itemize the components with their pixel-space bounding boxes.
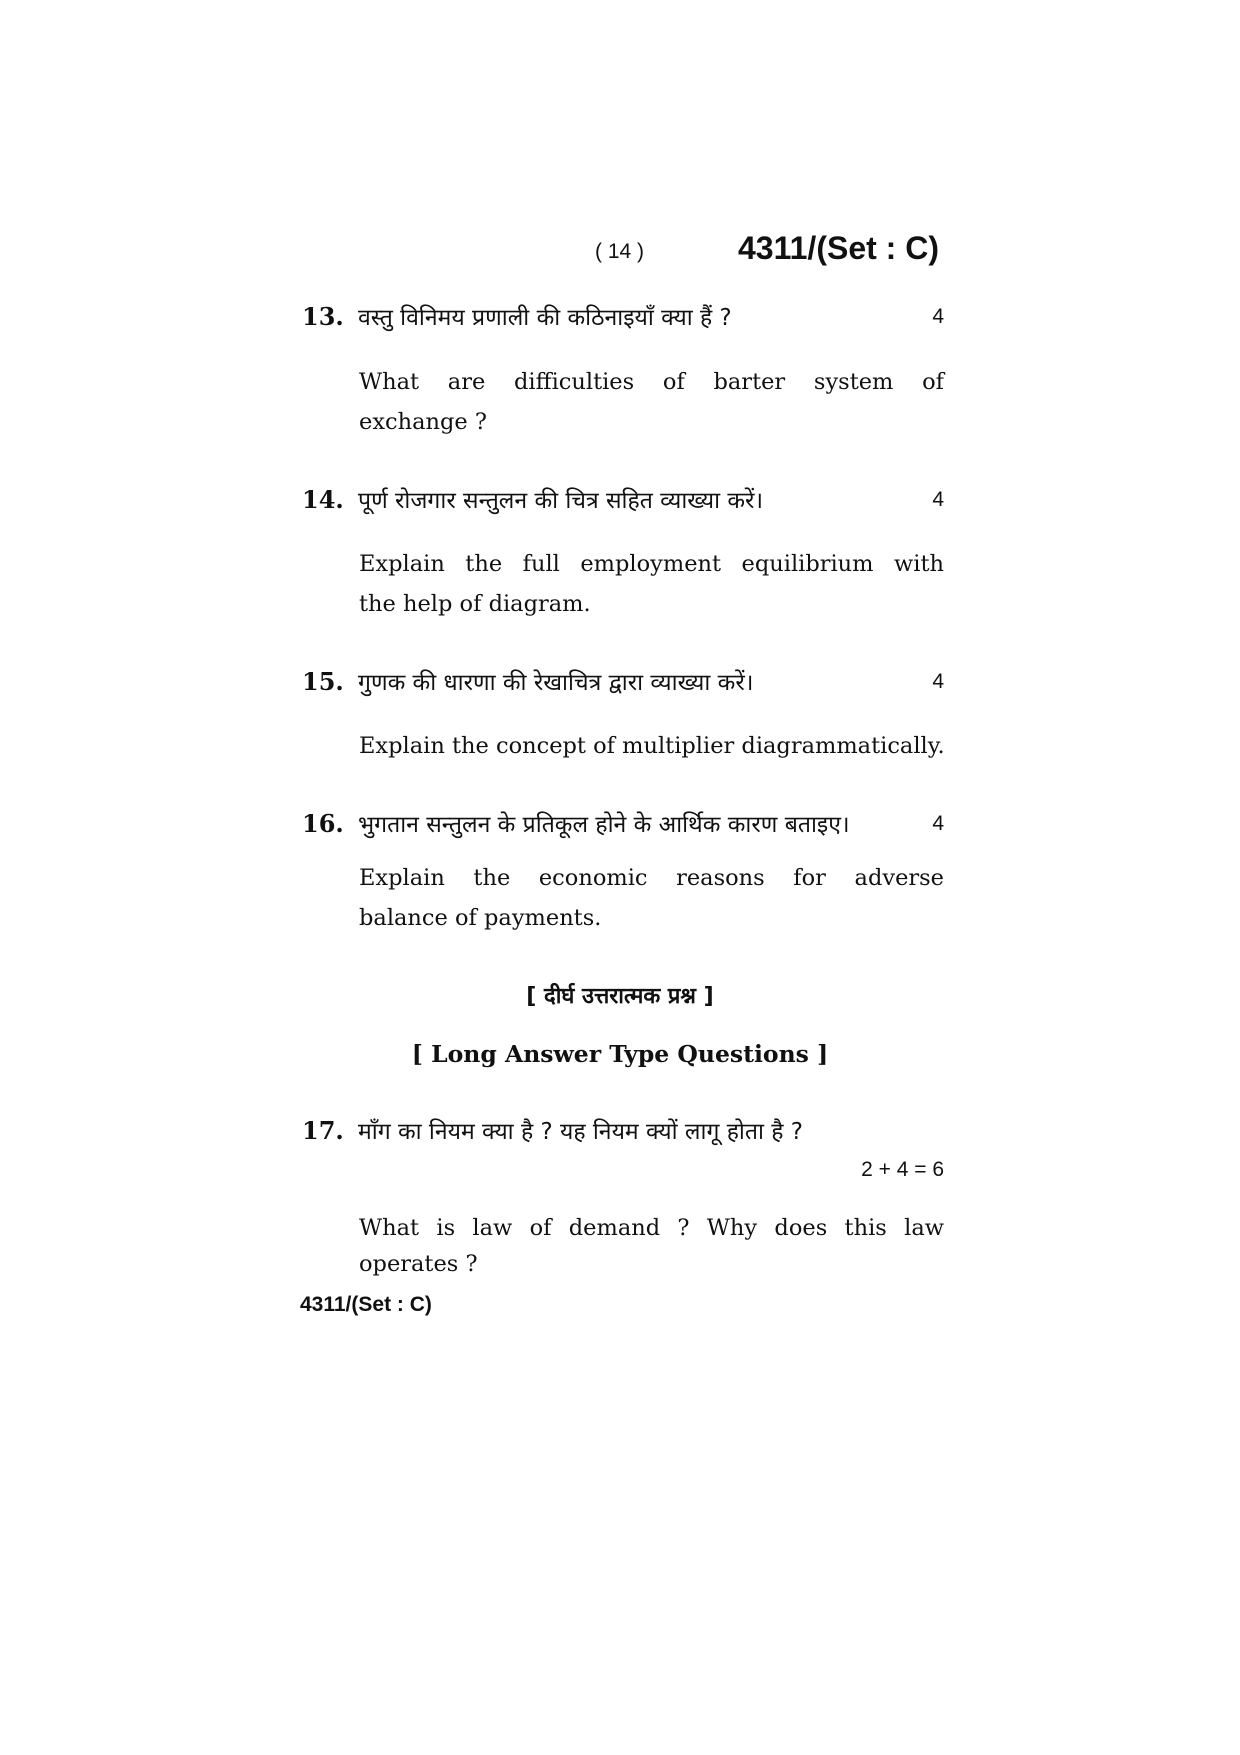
question-number: 14.: [302, 485, 344, 514]
section-title-hindi: [ दीर्घ उत्तरात्मक प्रश्न ]: [526, 984, 714, 1009]
question-text-english-line2: the help of diagram.: [359, 591, 591, 617]
question-text-hindi: भुगतान सन्तुलन के प्रतिकूल होने के आर्थिक कारण बताइए।: [358, 812, 850, 838]
question-text-english-line2: balance of payments.: [359, 905, 602, 931]
question-text-hindi: पूर्ण रोजगार सन्तुलन की चित्र सहित व्याख्या करें।: [358, 488, 764, 514]
question-marks: 4: [932, 670, 944, 693]
section-title-english: [ Long Answer Type Questions ]: [411, 1040, 829, 1068]
question-text-english-line2: operates ?: [359, 1251, 478, 1277]
question-number: 13.: [302, 302, 344, 331]
question-number: 15.: [302, 667, 344, 696]
question-text-english-line1: Explain the economic reasons for adverse: [359, 865, 944, 891]
question-text-english-line2: exchange ?: [359, 409, 487, 435]
question-text-hindi: माँग का नियम क्या है ? यह नियम क्यों लागू होता है ?: [358, 1119, 803, 1145]
page-number: ( 14 ): [595, 240, 645, 263]
question-marks: 4: [932, 488, 944, 511]
question-marks: 4: [932, 812, 944, 835]
question-text-english-line1: Explain the full employment equilibrium with: [359, 551, 944, 577]
question-text-english-line1: Explain the concept of multiplier diagrammatically.: [359, 733, 945, 759]
question-text-english-line1: What is law of demand ? Why does this law: [359, 1215, 944, 1241]
question-marks: 4: [932, 305, 944, 328]
paper-code-header: 4311/(Set : C): [738, 230, 939, 266]
question-marks: 2 + 4 = 6: [861, 1158, 944, 1181]
question-text-hindi: गुणक की धारणा की रेखाचित्र द्वारा व्याख्या करें।: [358, 670, 754, 696]
question-text-english-line1: What are difficulties of barter system of: [359, 369, 944, 395]
question-number: 17.: [302, 1116, 344, 1145]
question-text-hindi: वस्तु विनिमय प्रणाली की कठिनाइयाँ क्या हैं ?: [358, 305, 732, 331]
paper-code-footer: 4311/(Set : C): [300, 1293, 432, 1316]
question-number: 16.: [302, 809, 344, 838]
